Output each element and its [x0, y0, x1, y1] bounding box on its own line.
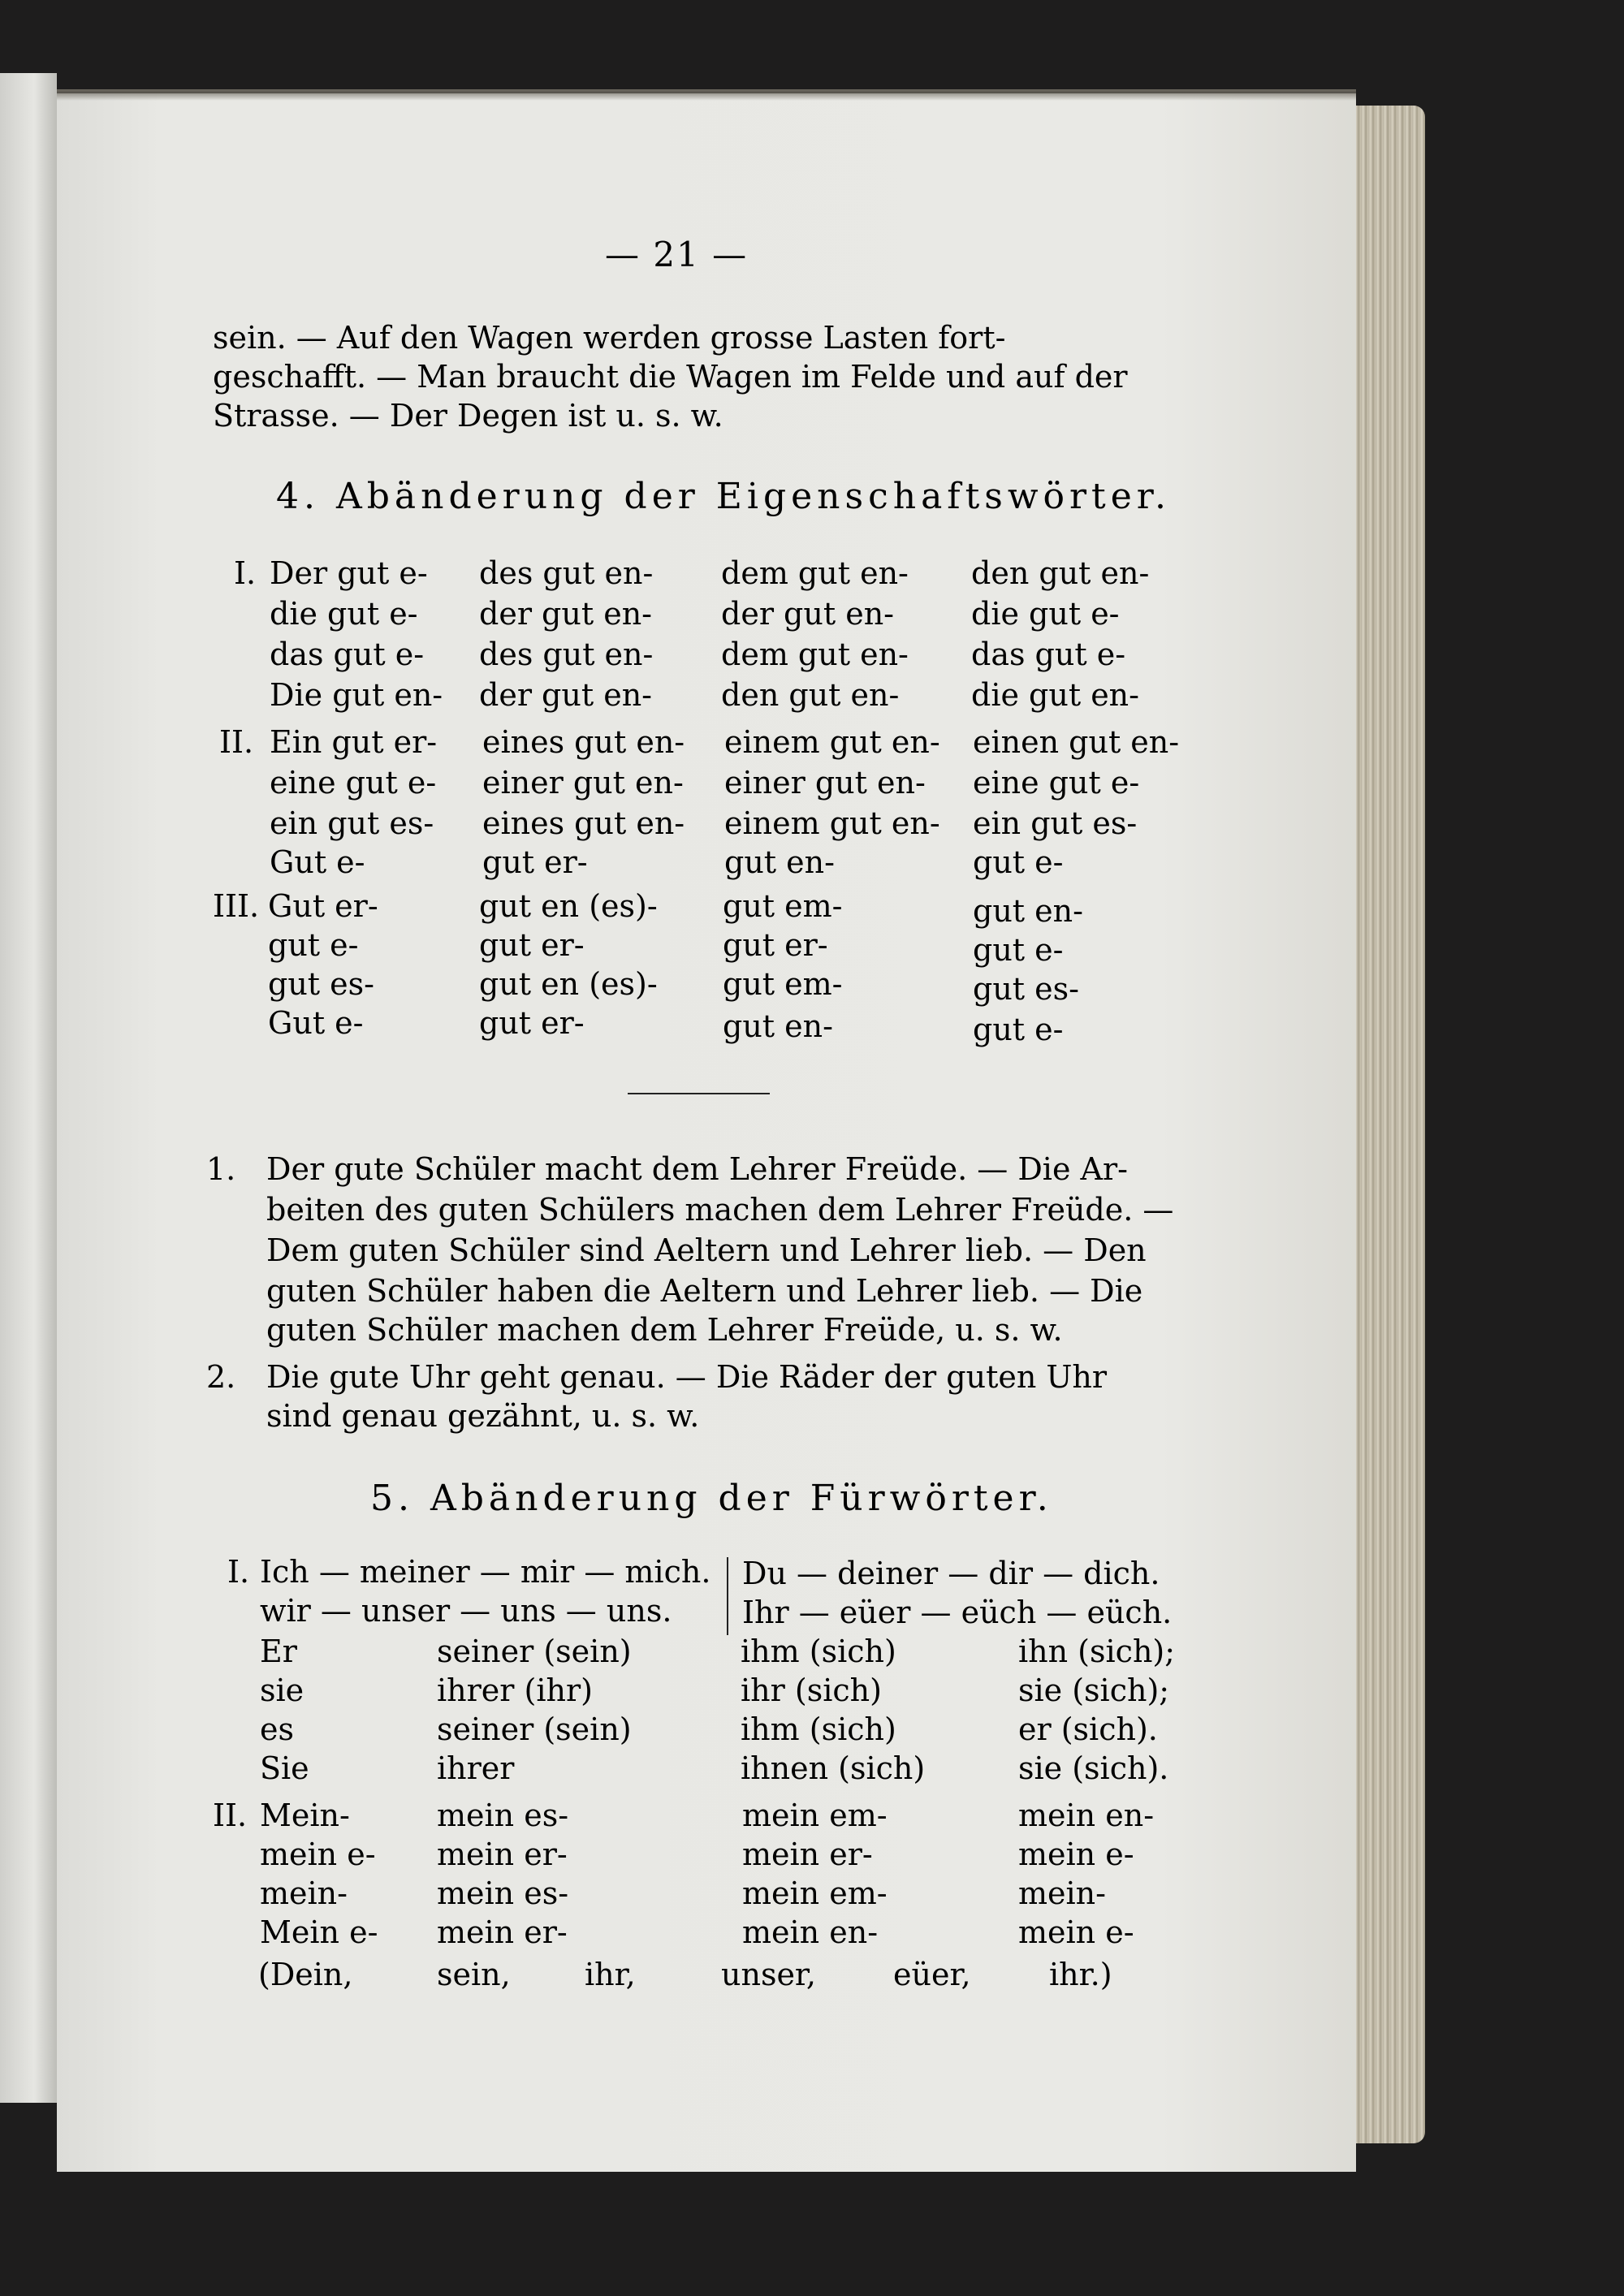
- table-cell: Gut e-: [270, 844, 365, 880]
- table-cell: Ein gut er-: [270, 724, 438, 760]
- table-cell: gut es-: [973, 971, 1079, 1007]
- facing-page-edge: [0, 73, 57, 2103]
- page-top-shadow: [57, 89, 1356, 101]
- footer-word: ihr,: [585, 1957, 636, 1992]
- column-divider: [727, 1557, 728, 1635]
- pronoun-line: Du — deiner — dir — dich.: [742, 1556, 1160, 1591]
- table-cell: die gut e-: [971, 596, 1120, 632]
- table-cell: gut en-: [724, 844, 835, 880]
- table-cell: Sie: [260, 1750, 309, 1786]
- example-line: Der gute Schüler macht dem Lehrer Freüde. — Die Ar-: [266, 1151, 1128, 1187]
- footer-word: unser,: [721, 1957, 817, 1992]
- table-cell: sie: [260, 1672, 304, 1708]
- table-cell: das gut e-: [971, 637, 1126, 672]
- example-line: sind genau gezähnt, u. s. w.: [266, 1398, 700, 1434]
- table-cell: des gut en-: [479, 555, 654, 591]
- table-cell: ein gut es-: [973, 805, 1138, 841]
- table-cell: ihrer (ihr): [437, 1672, 593, 1708]
- table-cell: dem gut en-: [721, 555, 909, 591]
- table-cell: Er: [260, 1634, 297, 1669]
- table-cell: Die gut en-: [270, 677, 443, 713]
- table-cell: der gut en-: [479, 596, 653, 632]
- table-cell: es: [260, 1711, 294, 1747]
- page-number: — 21 —: [605, 235, 749, 274]
- table-cell: gut en-: [973, 893, 1083, 929]
- table-cell: seiner (sein): [437, 1634, 632, 1669]
- intro-line: sein. — Auf den Wagen werden grosse Lasten fort-: [213, 320, 1006, 356]
- pronoun-line: Ihr — eüer — eüch — eüch.: [742, 1595, 1173, 1630]
- table-cell: mein er-: [742, 1836, 873, 1872]
- table-cell: mein en-: [742, 1914, 879, 1950]
- table-cell: die gut e-: [270, 596, 418, 632]
- table-cell: gut er-: [479, 927, 585, 963]
- table-cell: ihnen (sich): [741, 1750, 926, 1786]
- table-cell: eine gut e-: [270, 765, 437, 801]
- table-cell: mein en-: [1018, 1798, 1155, 1833]
- table-cell: mein er-: [437, 1914, 568, 1950]
- footer-word: ihr.): [1049, 1957, 1112, 1992]
- pronoun-line: Ich — meiner — mir — mich.: [260, 1554, 711, 1590]
- table-cell: dem gut en-: [721, 637, 909, 672]
- example-line: guten Schüler haben die Aeltern und Lehrer lieb. — Die: [266, 1273, 1143, 1309]
- table-cell: einer gut en-: [724, 765, 926, 801]
- table-cell: ihn (sich);: [1018, 1634, 1176, 1669]
- table-cell: eine gut e-: [973, 765, 1140, 801]
- table-cell: Mein e-: [260, 1914, 378, 1950]
- table-cell: gut e-: [973, 844, 1064, 880]
- table-cell: den gut en-: [971, 555, 1150, 591]
- table-cell: Der gut e-: [270, 555, 428, 591]
- section-heading: 4. Abänderung der Eigenschaftswörter.: [276, 476, 1171, 517]
- table-cell: eines gut en-: [482, 724, 685, 760]
- table-cell: einer gut en-: [482, 765, 684, 801]
- table-cell: gut er-: [482, 844, 588, 880]
- example-line: beiten des guten Schülers machen dem Lehrer Freüde. —: [266, 1192, 1174, 1228]
- table-cell: Mein-: [260, 1798, 350, 1833]
- table-cell: gut en-: [723, 1008, 833, 1044]
- table-cell: mein e-: [1018, 1914, 1134, 1950]
- intro-line: geschafft. — Man braucht die Wagen im Felde und auf der: [213, 359, 1128, 395]
- table-cell: ihm (sich): [741, 1711, 896, 1747]
- table-cell: gut es-: [268, 966, 374, 1002]
- footer-word: eüer,: [893, 1957, 971, 1992]
- group-numeral: I.: [227, 1554, 250, 1590]
- table-cell: gut em-: [723, 966, 843, 1002]
- table-cell: ihm (sich): [741, 1634, 896, 1669]
- table-cell: eines gut en-: [482, 805, 685, 841]
- table-cell: gut en (es)-: [479, 888, 658, 924]
- table-cell: das gut e-: [270, 637, 425, 672]
- table-cell: gut er-: [723, 927, 828, 963]
- table-cell: Gut er-: [268, 888, 378, 924]
- table-cell: einen gut en-: [973, 724, 1180, 760]
- table-cell: Gut e-: [268, 1005, 364, 1041]
- table-cell: mein e-: [1018, 1836, 1134, 1872]
- footer-word: sein,: [437, 1957, 511, 1992]
- table-cell: einem gut en-: [724, 724, 940, 760]
- example-line: Die gute Uhr geht genau. — Die Räder der guten Uhr: [266, 1359, 1108, 1395]
- table-cell: mein em-: [742, 1798, 888, 1833]
- table-cell: gut e-: [268, 927, 359, 963]
- table-cell: ihr (sich): [741, 1672, 882, 1708]
- footer-word: (Dein,: [258, 1957, 353, 1992]
- table-cell: mein es-: [437, 1875, 569, 1911]
- pronoun-line: wir — unser — uns — uns.: [260, 1593, 672, 1629]
- table-cell: den gut en-: [721, 677, 900, 713]
- example-number: 1.: [206, 1151, 236, 1187]
- section-divider: [628, 1093, 770, 1094]
- table-cell: seiner (sein): [437, 1711, 632, 1747]
- table-cell: gut em-: [723, 888, 843, 924]
- table-cell: gut e-: [973, 932, 1064, 968]
- table-cell: er (sich).: [1018, 1711, 1158, 1747]
- section-heading: 5. Abänderung der Fürwörter.: [370, 1478, 1053, 1519]
- table-cell: mein es-: [437, 1798, 569, 1833]
- table-cell: des gut en-: [479, 637, 654, 672]
- table-cell: mein-: [1018, 1875, 1106, 1911]
- table-cell: mein e-: [260, 1836, 376, 1872]
- table-cell: gut e-: [973, 1012, 1064, 1047]
- table-cell: sie (sich).: [1018, 1750, 1169, 1786]
- table-cell: gut en (es)-: [479, 966, 658, 1002]
- table-cell: einem gut en-: [724, 805, 940, 841]
- table-cell: der gut en-: [479, 677, 653, 713]
- table-cell: gut er-: [479, 1005, 585, 1041]
- table-cell: mein em-: [742, 1875, 888, 1911]
- group-numeral: II.: [219, 724, 254, 760]
- group-numeral: II.: [213, 1798, 248, 1833]
- table-cell: mein er-: [437, 1836, 568, 1872]
- example-line: guten Schüler machen dem Lehrer Freüde, u. s. w.: [266, 1312, 1063, 1348]
- example-line: Dem guten Schüler sind Aeltern und Lehrer lieb. — Den: [266, 1232, 1147, 1268]
- table-cell: ein gut es-: [270, 805, 434, 841]
- table-cell: mein-: [260, 1875, 348, 1911]
- table-cell: ihrer: [437, 1750, 515, 1786]
- table-cell: der gut en-: [721, 596, 895, 632]
- group-numeral: III.: [213, 888, 260, 924]
- table-cell: sie (sich);: [1018, 1672, 1170, 1708]
- example-number: 2.: [206, 1359, 236, 1395]
- group-numeral: I.: [234, 555, 257, 591]
- intro-line: Strasse. — Der Degen ist u. s. w.: [213, 398, 723, 434]
- table-cell: die gut en-: [971, 677, 1139, 713]
